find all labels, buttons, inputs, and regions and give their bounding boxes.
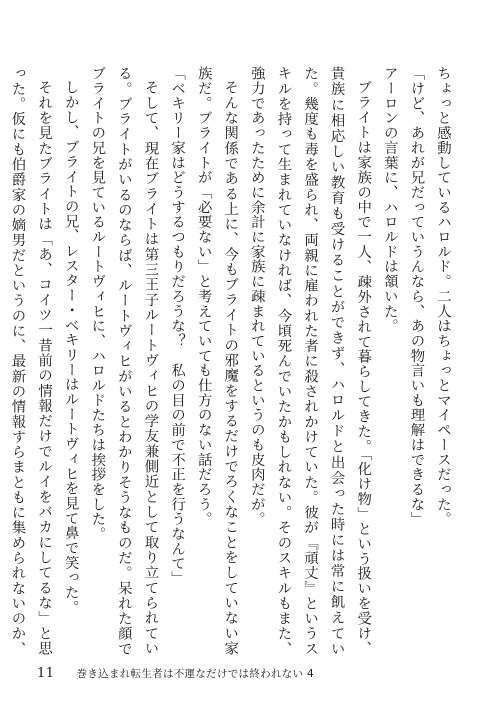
- page-footer: [37, 665, 314, 681]
- body-paragraph: そんな関係である上に、今もブライトの邪魔をするだけでろくなことをしていない家族だ。ブライトが「必要ない」と考えていても仕方のない話だろう。: [195, 66, 239, 656]
- page-number: 11: [37, 665, 55, 681]
- running-title: 巻き込まれ転生者は不運なだけでは終われない 4: [76, 667, 314, 680]
- body-paragraph: それを見たブライトは「あ、コイツ一昔前の情報だけでルイをバカにしてるな」と思った。仮にも伯爵家の嫡男だというのに、最新の情報すらまともに集められないのか、: [9, 66, 53, 656]
- body-paragraph: 「ベキリー家はどうするつもりだろうな？ 私の目の前で不正を行うなんて」: [169, 66, 186, 586]
- body-paragraph: そして、現在ブライトは第三王子ルートヴィヒの学友兼側近として取り立てられている。ブライトがいるのならば、ルートヴィヒがいるとわかりそうなものだ。呆れた顔でブライトの兄を見ているルートヴィヒに、ハロルドたちは挨拶をした。: [89, 66, 159, 656]
- vertical-text-body: [9, 66, 456, 656]
- body-paragraph: 「けど、あれが兄だっていうんなら、あの物言いも理解はできるな」: [408, 66, 425, 527]
- body-paragraph: ちょっと感動しているハロルド。二人はちょっとマイペースだった。: [435, 66, 451, 527]
- body-paragraph: アーロンの言葉に、ハロルドは頷いた。: [381, 66, 398, 334]
- body-paragraph: しかし、ブライトの兄、レスター・ベキリーはルートヴィヒを見て鼻で笑った。: [62, 80, 79, 615]
- body-paragraph: ブライトは家族の中で一人、疎外されて暮らしてきた。「化け物」という扱いを受け、貴族に相応しい教育も受けることができず、ハロルドと出会った時には常に飢えていた。幾度も毒を盛られ、両親に雇われた者に殺されかけていた。彼が『頑丈』というスキルを持って生まれていなければ、今頃死んでいたかもしれない。そのスキルもまた、強力であったために余計に家族に疎まれているというのも皮肉だが。: [248, 66, 372, 656]
